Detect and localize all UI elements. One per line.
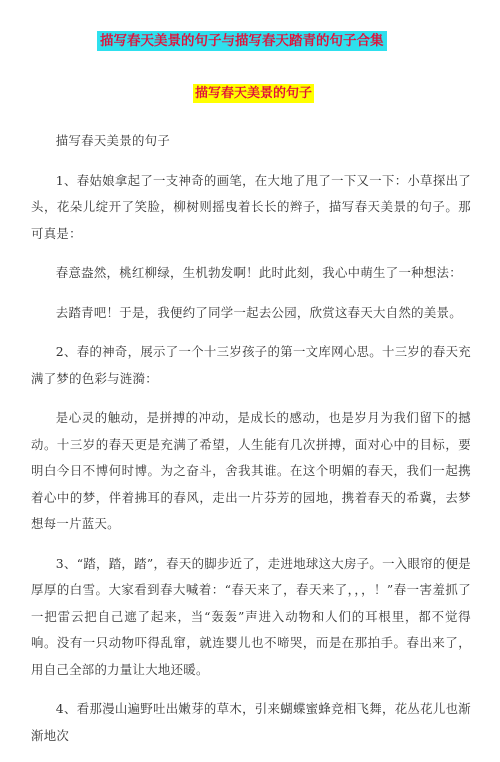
page-title: 描写春天美景的句子与描写春天踏青的句子合集 [97, 31, 387, 51]
paragraph-subheading: 描写春天美景的句子 [55, 133, 171, 148]
paragraph-partial: 4、看那漫山遍野吐出嫩芽的草木，引来蝴蝶蜜蜂竞相飞舞，花丛花儿也渐渐地次 [31, 701, 471, 743]
paragraph: 去踏青吧！于是，我便约了同学一起去公园，欣赏这春天大自然的美景。 [55, 304, 462, 320]
section-heading: 描写春天美景的句子 [195, 86, 313, 101]
paragraph: 2、春的神奇，展示了一个十三岁孩子的第一文库网心思。十三岁的春天充满了梦的色彩与涟漪： [31, 344, 471, 386]
paragraph: 3、“踏，踏，踏”，春天的脚步近了，走进地球这大房子。一入眼帘的便是厚厚的白雪。大家看到春大喊着：“春天来了，春天来了，，，！”春一害羞抓了一把雷云把自己遮了起来，当“轰轰”声进入动物和人们的耳根里，都不觉得响。没有一只动物吓得乱窜，就连婴儿也不啼哭，而是在那拍手。春出来了，用自己全部的力量让大地还暖。 [31, 555, 471, 677]
paragraph: 春意盎然，桃红柳绿，生机勃发啊！此时此刻，我心中萌生了一种想法： [55, 265, 462, 280]
article-body [31, 128, 471, 762]
paragraph: 是心灵的触动，是拼搏的冲动，是成长的感动，也是岁月为我们留下的撼动。十三岁的春天更是充满了希望，人生能有几次拼搏，面对心中的目标，要明白今日不博何时博。为之奋斗，舍我其谁。在这个明媚的春天，我们一起携着心中的梦，伴着拂耳的春风，走出一片芬芳的园地，携着春天的希冀，去梦想每一片蓝天。 [31, 410, 471, 531]
paragraph: 1、春姑娘拿起了一支神奇的画笔，在大地了甩了一下又一下：小草探出了头，花朵儿绽开了笑脸，柳树则摇曳着长长的辫子，描写春天美景的句子。那可真是： [31, 172, 471, 241]
